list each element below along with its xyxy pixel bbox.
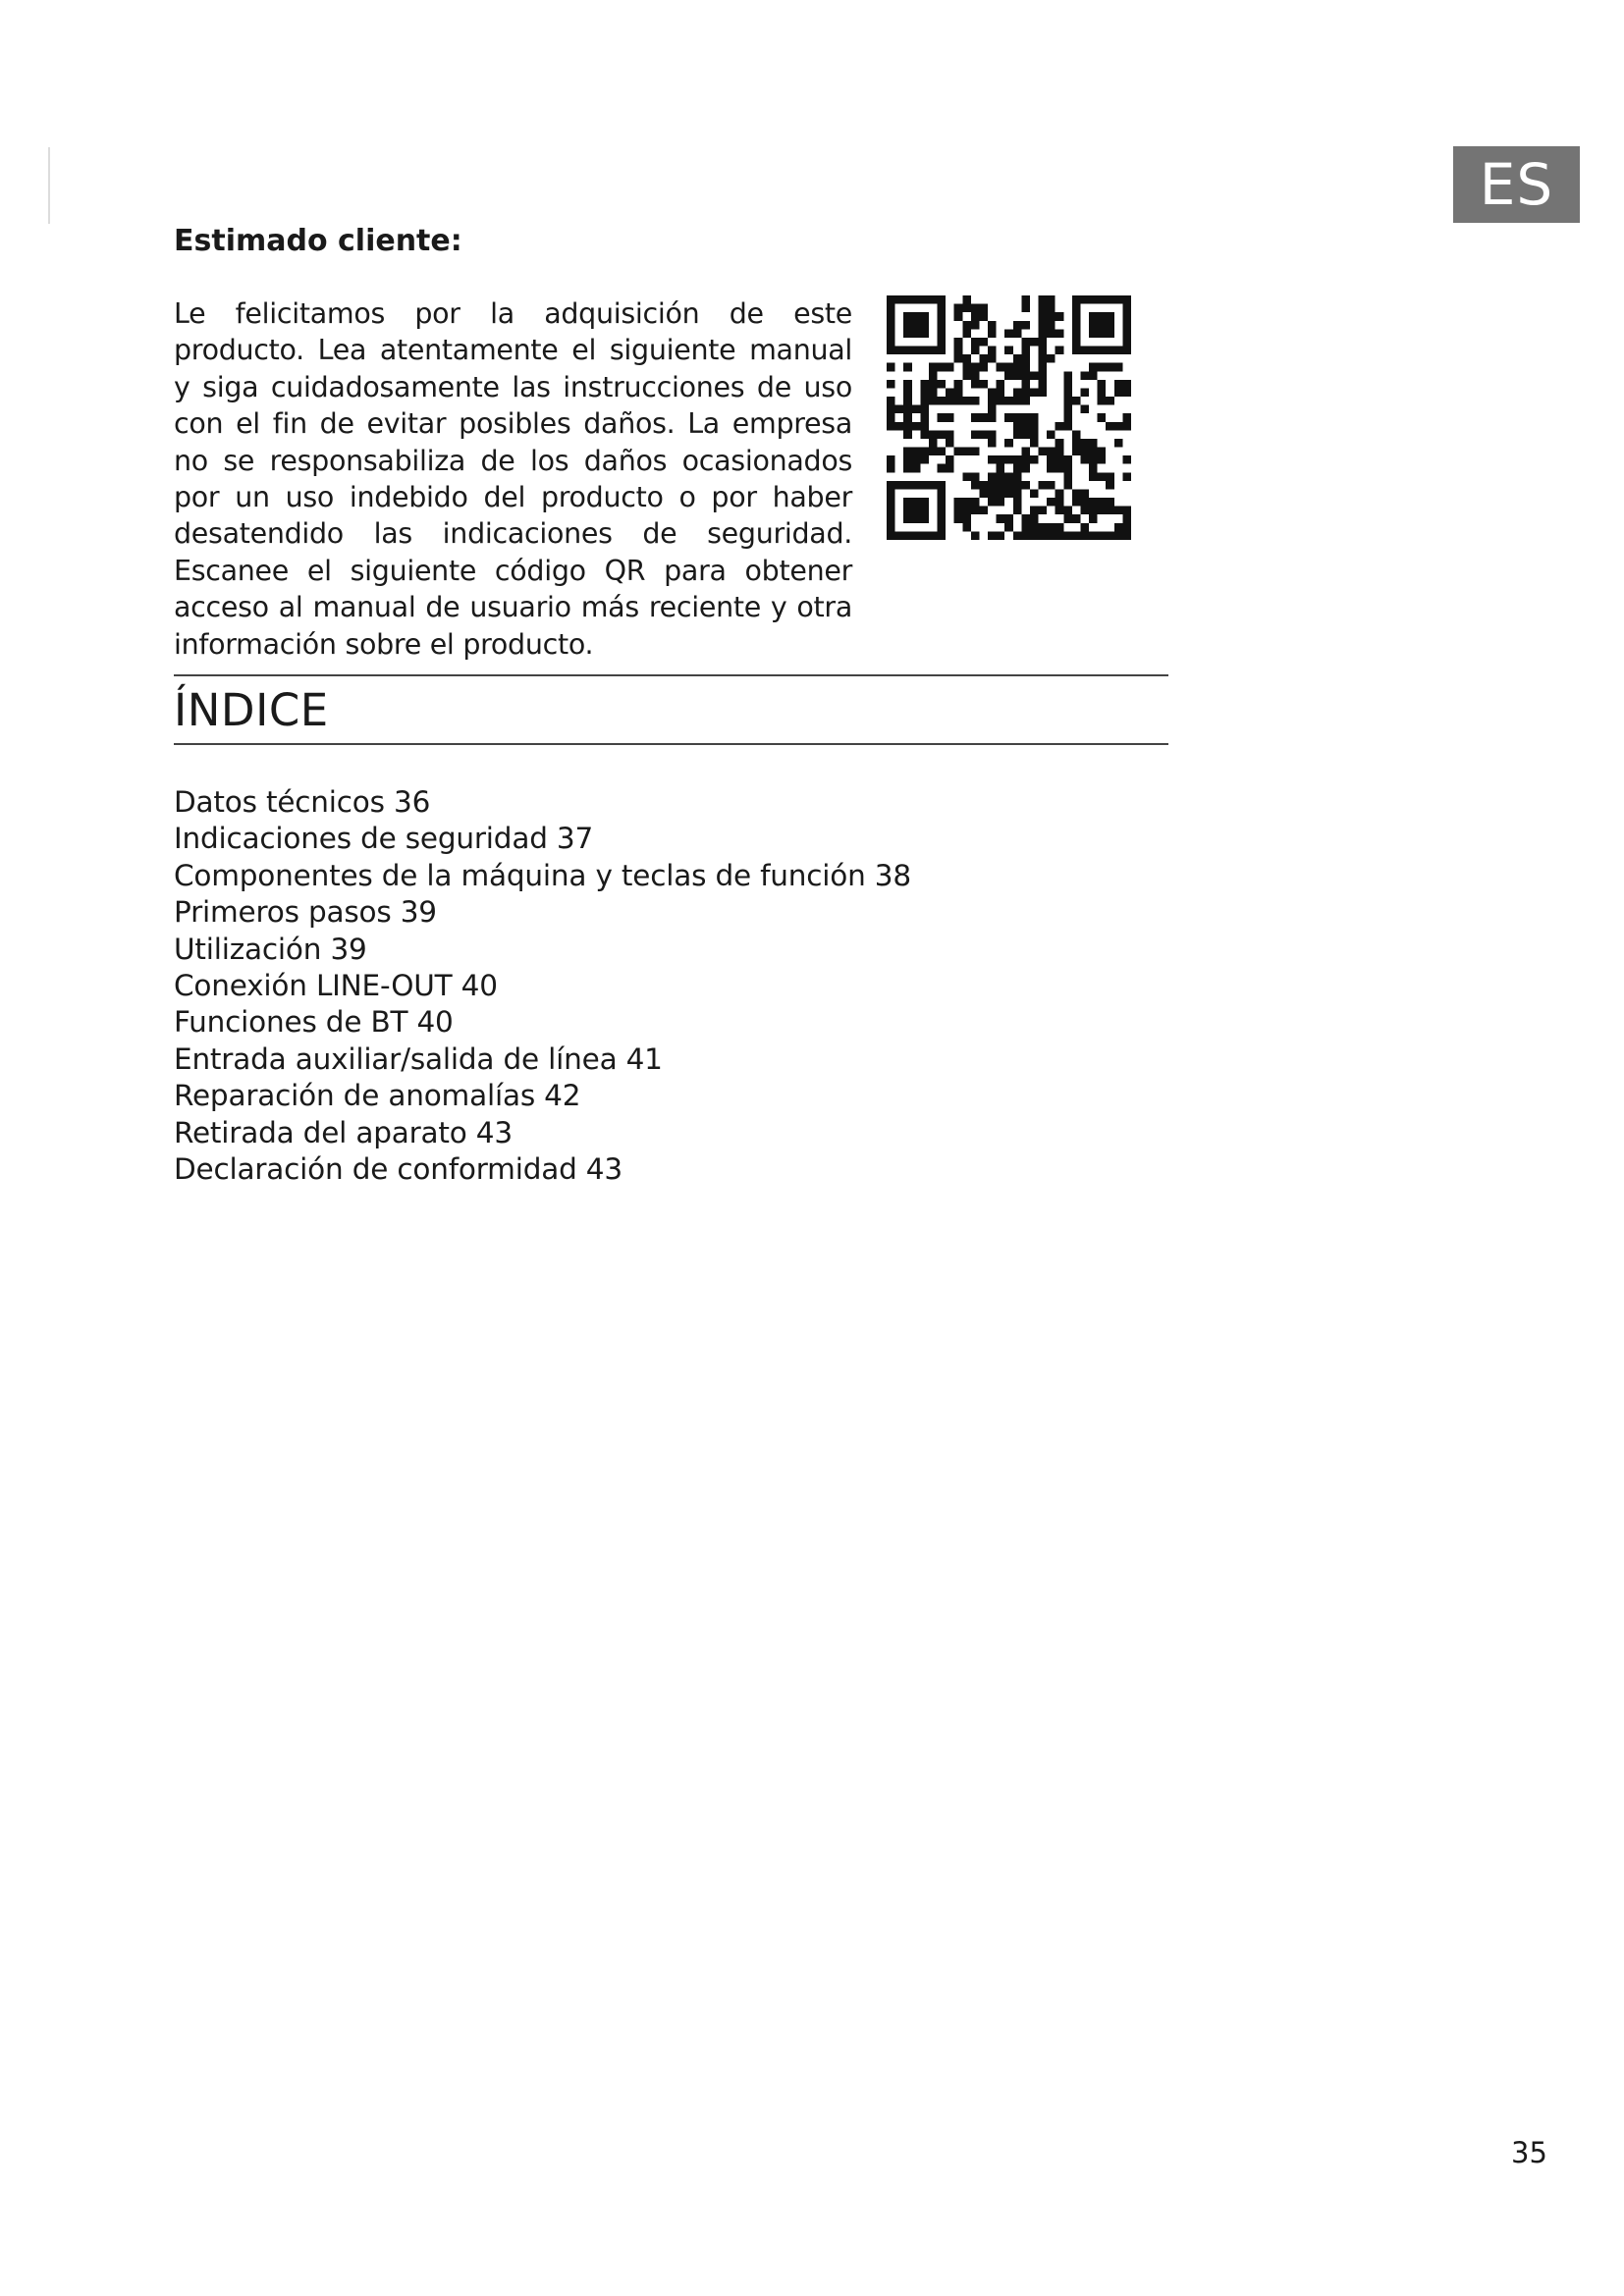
margin-rule [48,147,50,224]
toc-entry: Componentes de la máquina y teclas de función 38 [174,858,911,892]
qr-code-icon[interactable] [887,295,1131,540]
index-top-rule [174,674,1168,676]
index-title: ÍNDICE [174,684,329,736]
page-number: 35 [1511,2136,1547,2169]
toc-entry: Declaración de conformidad 43 [174,1152,623,1187]
toc-entry: Retirada del aparato 43 [174,1115,513,1149]
toc-entry: Datos técnicos 36 [174,785,431,819]
toc-entry: Reparación de anomalías 42 [174,1079,581,1113]
toc-entry: Entrada auxiliar/salida de línea 41 [174,1041,663,1076]
index-bottom-rule [174,743,1168,745]
toc-entry: Utilización 39 [174,932,367,966]
toc-entry: Conexión LINE-OUT 40 [174,969,498,1003]
intro-paragraph: Le felicitamos por la adquisición de este producto. Lea atentamente el siguiente manual y siga cuidadosamente las instrucciones de uso con el fin de evitar posibles daños. La empresa no se responsabiliza de los daños ocasionados por un uso indebido del producto o por haber desatendido las indicaciones de seguridad. Escanee el siguiente código QR para obtener acceso al manual de usuario más reciente y otra información sobre el producto. [174,297,852,661]
table-of-contents [174,784,911,1188]
toc-entry: Funciones de BT 40 [174,1005,454,1040]
toc-entry: Indicaciones de seguridad 37 [174,822,594,856]
language-badge: ES [1453,146,1580,223]
toc-entry: Primeros pasos 39 [174,895,437,930]
greeting-heading: Estimado cliente: [174,224,462,258]
